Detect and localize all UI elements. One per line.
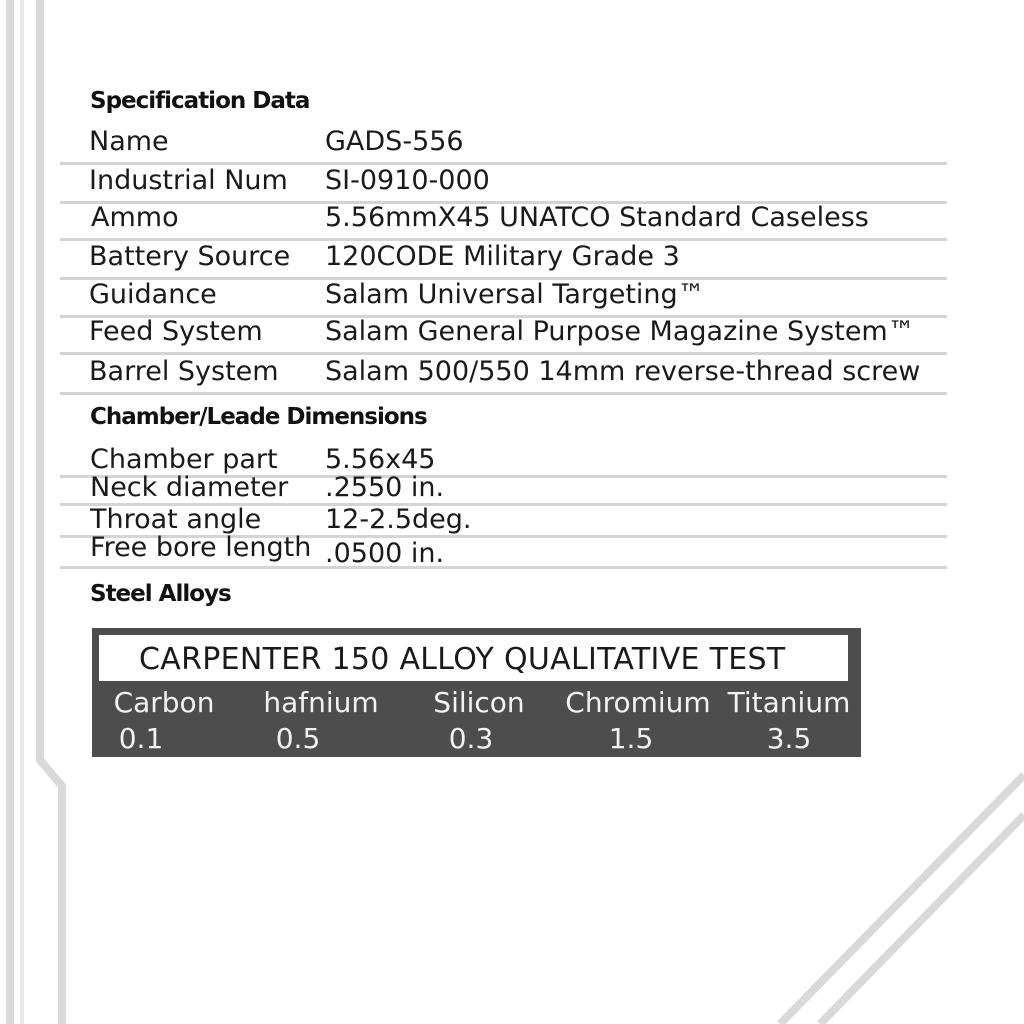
spec-label: Feed System: [89, 316, 263, 347]
dimension-value: 12-2.5deg.: [325, 504, 472, 535]
alloy-value: 1.5: [608, 722, 654, 755]
spec-value: GADS-556: [325, 126, 464, 157]
alloy-table-header: [99, 635, 848, 681]
dimension-label: Free bore length: [90, 532, 312, 563]
spec-row-feed-system: [60, 318, 947, 355]
spec-label: Guidance: [89, 279, 217, 310]
alloy-name: hafnium: [263, 686, 379, 719]
alloy-name: Silicon: [433, 686, 525, 719]
dimension-label: Chamber part: [90, 444, 278, 475]
spec-row-name: [60, 126, 947, 165]
spec-value: Salam 500/550 14mm reverse-thread screw: [325, 356, 921, 387]
spec-value: Salam General Purpose Magazine System™: [325, 316, 915, 347]
spec-label: Name: [89, 126, 169, 157]
chamber-title: Chamber/Leade Dimensions: [90, 404, 427, 430]
dimension-label: Throat angle: [90, 504, 262, 535]
spec-value: Salam Universal Targeting™: [325, 279, 705, 310]
spec-label: Barrel System: [89, 356, 279, 387]
spec-value: SI-0910-000: [325, 165, 490, 196]
alloy-value: 0.1: [118, 722, 164, 755]
alloy-value: 0.5: [275, 722, 321, 755]
alloy-table-title: CARPENTER 150 ALLOY QUALITATIVE TEST: [139, 642, 786, 677]
spec-row-battery-source: [60, 241, 947, 280]
alloy-value: 0.3: [448, 722, 494, 755]
spec-value: 5.56mmX45 UNATCO Standard Caseless: [325, 202, 869, 233]
chamber-row-neck-diameter: [60, 472, 947, 506]
spec-value: 120CODE Military Grade 3: [325, 241, 680, 272]
spec-row-barrel-system: [60, 355, 947, 395]
dimension-value: .0500 in.: [325, 538, 445, 569]
spec-row-industrial-num: [60, 165, 947, 204]
dimension-label: Neck diameter: [90, 472, 289, 503]
specification-title: Specification Data: [90, 88, 310, 114]
alloy-test-table: [92, 628, 861, 757]
alloy-name: Chromium: [565, 686, 711, 719]
steel-alloys-title: Steel Alloys: [90, 581, 231, 607]
chamber-row-free-bore-length: [60, 532, 947, 569]
alloy-name: Titanium: [727, 686, 851, 719]
alloy-name: Carbon: [113, 686, 215, 719]
spec-label: Ammo: [91, 202, 179, 233]
spec-label: Battery Source: [89, 241, 291, 272]
dimension-value: .2550 in.: [325, 472, 445, 503]
alloy-value: 3.5: [766, 722, 812, 755]
dimension-value: 5.56x45: [325, 444, 436, 475]
spec-label: Industrial Num: [89, 165, 288, 196]
spec-row-guidance: [60, 280, 947, 318]
spec-row-ammo: [60, 204, 947, 241]
